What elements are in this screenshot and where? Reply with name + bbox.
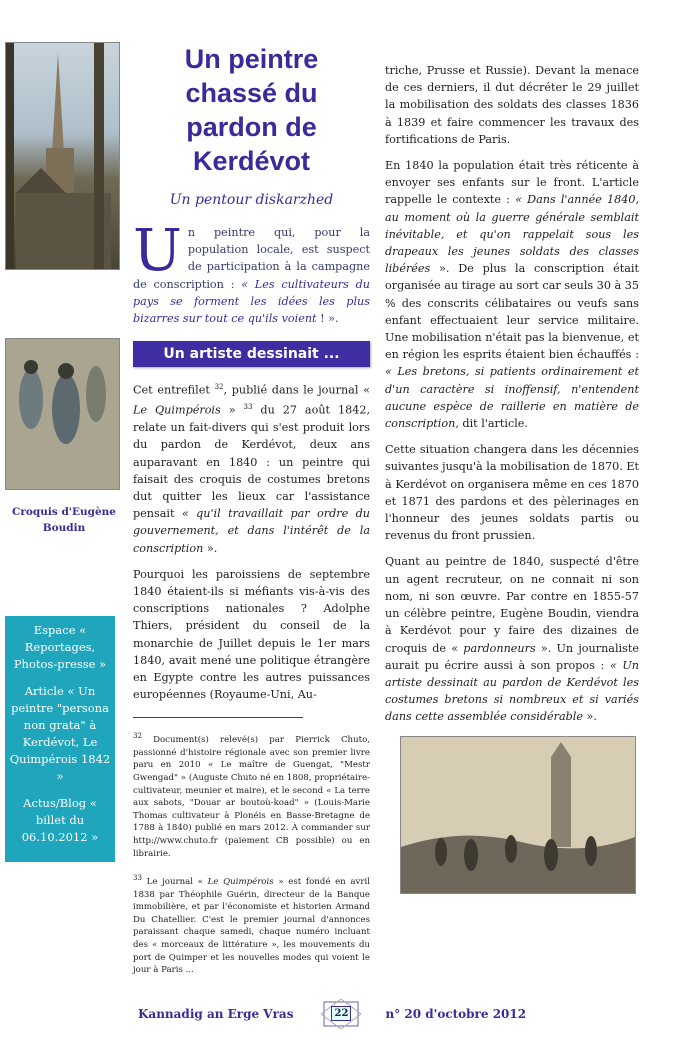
text-run: Cet entrefilet [133,383,215,397]
footnote-divider [133,717,303,718]
drop-cap: U [133,216,182,284]
paragraph [385,553,639,725]
paragraph [133,566,370,704]
footnote-ref: 32 [133,732,142,741]
text-run: En 1840 la population était très réticente à envoyer ses enfants sur le front. L'article rappelle le contexte : [385,159,639,207]
text-run: ». De plus la conscription était organisée au tirage au sort car seuls 30 à 35 % des conscrits célibataires ou veufs sans enfant effectuaient leur service militaire. Une mobilisation n'était pas la bienvenue, et en région les esprits étaient bien échauffés : [385,262,639,362]
text-run: Document(s) relevé(s) par Pierrick Chuto, passionné d'histoire régionale avec son premier livre paru en 2010 « Le maître de Guengat, "Mestr Gwengad" » (Auguste Chuto né en 1808, propriétaire-cultivateur, meunier et maire), et le second « La terre aux sabots, "Douar ar boutoù-koad" » (Louis-Marie Thomas cultivateur à Plonéis en Basse-Bretagne de 1788 à 1840) publié en mars 2012. À commander sur http://www.chuto.fr (paiement CB possible) ou en librairie. [133,735,370,859]
text-run: Le Quimpérois [207,877,274,887]
paragraph [385,62,639,148]
boudin-sketch-image [5,338,120,490]
text-run: « Les cultivateurs du pays se forment les idées les plus bizarres sur tout ce qu'ils voient [133,277,370,326]
text-run: n peintre qui, pour la population locale, est suspect de participation à la campagne de conscription : [133,226,370,291]
text-run: ». [203,541,218,555]
page-number: 22 [331,1006,351,1021]
link-reportages[interactable]: Espace « Reportages, Photos-presse » [13,623,107,671]
article-title: Un peintre chassé du pardon de Kerdévot [184,44,319,176]
text-run: ». Un journaliste aurait pu écrire aussi à son propos : [385,641,639,672]
section-heading: Un artiste dessinait ... [133,341,370,367]
footnote-ref: 33 [133,874,142,883]
text-run: , publié dans le journal « [223,383,370,397]
footnote-33 [133,872,370,977]
text-run: » [220,403,244,417]
text-run: « qu'il travaillait par ordre du gouvernement, et dans l'intérêt de la conscription [133,507,371,555]
text-run: » est fondé en avril 1838 par Théophile Guérin, directeur de la Banque immobilière, et par l'économiste et historien Armand Du Chatellier. C'est le premier journal d'annonces paraissant chaque samedi, chaque numéro incluant des « morceaux de littérature », les mouvements du port de Quimper et les nouvelles modes qui voient le jour à Paris ... [133,877,370,976]
sidebar-links-box [5,616,115,862]
text-run: « Un artiste dessinait au pardon de Kerdévot les costumes bretons si nombreux et si variés dans cette assemblée considérable [385,658,639,724]
right-body [385,62,639,726]
text-run: du 27 août 1842, relate un fait-divers qui s'est produit lors du pardon de Kerdévot, deux ans auparavant en 1840 : un peintre qui faisait des croquis de costumes bretons dut quitter les lieux car l'assistance pensait [133,403,371,521]
text-run: dit l'article. [458,417,528,431]
text-run: Cette situation changera dans les décennies suivantes jusqu'à la mobilisation de 1870. Et à Kerdévot on organisera même en ces 1870 et 1871 des pardons et des pèlerinages en l'honneur des jeunes soldats partis ou revenus du front prussien. [385,443,639,543]
article-subtitle: Un pentour diskarzhed [169,192,334,208]
column-middle [133,42,370,989]
column-left [5,42,123,862]
footer [0,989,700,1049]
text-run: pardonneurs [463,641,536,655]
paragraph [133,379,370,557]
text-run: Le journal « [141,877,208,887]
paragraph [385,157,639,432]
text-run: « Les bretons, si patients ordinairement et d'un caractère si inoffensif, n'entendent aucune espèce de raillerie en matière de conscription, [385,365,639,431]
footer-issue: n° 20 d'octobre 2012 [385,1006,527,1021]
text-run: Pourquoi les paroissiens de septembre 1840 étaient-ils si méfiants vis-à-vis des conscriptions nationales ? Adolphe Thiers, président du conseil de la monarchie de Juillet depuis le 1er mars 1840, avait mené une politique étrangère en Egypte contre les autres puissances européennes (Royaume-Uni, Au- [133,567,370,702]
image-caption: Croquis d'Eugène Boudin [12,506,116,534]
footer-publication: Kannadig an Erge Vras [138,1006,294,1021]
text-run: Quant au peintre de 1840, suspecté d'être un agent recruteur, on ne connait ni son nom, ni son œuvre. Par contre en 1855-57 un célèbre peintre, Eugène Boudin, viendra à Kerdévot pour y faire des dizaines de croquis de « [385,555,639,655]
page-number-box [321,999,361,1029]
link-blog[interactable]: Actus/Blog « billet du 06.10.2012 » [21,796,99,844]
text-run: Le Quimpérois [133,403,221,417]
link-article[interactable]: Article « Un peintre "persona non grata" à Kerdévot, Le Quimpérois 1842 » [9,684,111,783]
text-run: ! ». [316,312,339,326]
middle-body [133,379,370,703]
column-right [385,42,639,894]
footnotes [133,730,370,976]
lead-paragraph [133,216,370,327]
church-photo [5,42,120,270]
paragraph [385,441,639,544]
text-run: triche, Prusse et Russie). Devant la menace de ces derniers, il dut décréter le 29 juillet la mobilisation des soldats des classes 1836 à 1839 et faire commencer les travaux des fortifications de Paris. [385,64,639,146]
footnote-32 [133,730,370,860]
footnote-ref: 32 [214,383,224,392]
text-run: ». [583,710,597,724]
text-run: « Dans l'année 1840, au moment où la guerre générale semblait inévitable, et qu'on rappelait sous les drapeaux les jeunes soldats des classes libérées [385,193,639,276]
pardon-sketch-image [400,736,636,894]
footnote-ref: 33 [243,403,253,412]
